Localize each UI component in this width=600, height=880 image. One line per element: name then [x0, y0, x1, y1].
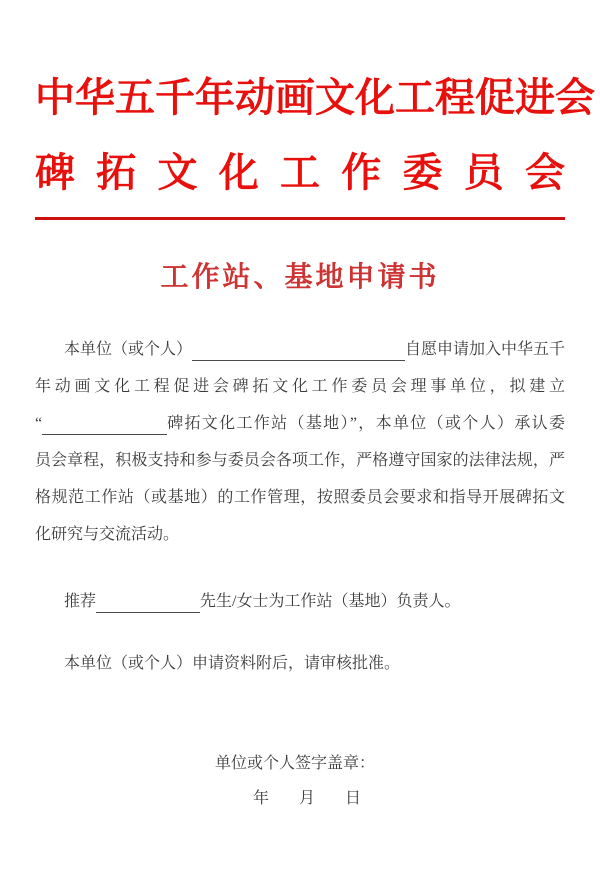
para1-line3-right: 碑拓文化工作站（基地）”，本单位（或个人）承认委 [167, 415, 565, 432]
para1-line1-left: 本单位（或个人） [64, 341, 193, 358]
signature-label: 单位或个人签字盖章： [215, 755, 376, 772]
station-name-blank[interactable] [42, 405, 167, 435]
date-day-label: 日 [345, 790, 362, 807]
org-name-line1: 中华五千年动画文化工程促进会 [35, 76, 595, 120]
para1-line6: 化研究与交流活动。 [35, 526, 180, 543]
applicant-name-blank[interactable] [192, 331, 405, 361]
recommend-suffix: 先生/女士为工作站（基地）负责人。 [200, 593, 461, 610]
date-year-label: 年 [253, 790, 270, 807]
para1-line2: 年动画文化工程促进会碑拓文化工作委员会理事单位，拟建立 [35, 378, 565, 395]
document-title: 工作站、基地申请书 [160, 262, 440, 293]
para1-line3-open-quote: “ [35, 415, 43, 432]
org-name-line2: 碑拓文化工作委员会 [35, 151, 565, 195]
responsible-person-blank[interactable] [96, 583, 200, 613]
date-month-label: 月 [299, 790, 316, 807]
date-line [253, 785, 361, 808]
para1-line1 [35, 331, 565, 368]
attach-line: 本单位（或个人）申请资料附后，请审核批准。 [64, 655, 401, 672]
para1-line5: 格规范工作站（或基地）的工作管理，按照委员会要求和指导开展碑拓文 [35, 489, 565, 506]
para1-line1-right: 自愿申请加入中华五千 [404, 341, 565, 358]
para1-line3 [35, 405, 565, 442]
recommend-prefix: 推荐 [64, 593, 97, 610]
para1-line4: 员会章程，积极支持和参与委员会各项工作，严格遵守国家的法律法规，严 [35, 452, 565, 469]
recommend-line [35, 583, 594, 620]
header-rule [35, 217, 565, 220]
application-paragraph [35, 331, 565, 553]
